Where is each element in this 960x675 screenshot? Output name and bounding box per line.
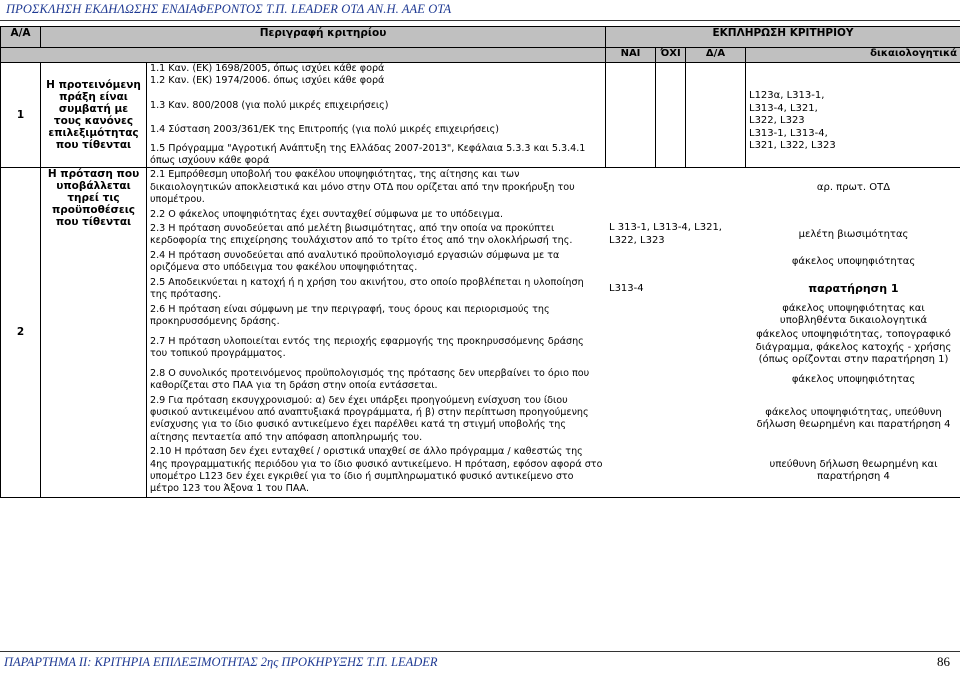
documents-cell: φάκελος υποψηφιότητας xyxy=(791,256,916,268)
col-documents-header: δικαιολογητικά xyxy=(746,48,960,63)
references-b: L313-1, L313-4, L321, L322, L323 xyxy=(749,127,836,151)
criterion-number: 2 xyxy=(1,168,41,497)
sub-criterion: 1.3 Καν. 800/2008 (για πολύ μικρές επιχειρήσεις) xyxy=(150,99,389,111)
sub-criterion: 1.2 Καν. (ΕΚ) 1974/2006. όπως ισχύει κάθε φορά xyxy=(150,75,385,87)
sub-criterion: 1.1 Καν. (ΕΚ) 1698/2005, όπως ισχύει κάθε φορά xyxy=(150,63,385,74)
sub-criterion-text: 2.8 Ο συνολικός προτεινόμενος προϋπολογισμός της πρότασης δεν υπερβαίνει το όριο που καθορίζεται στο ΠΑΑ για τη δράση στην οποία εντάσσεται. xyxy=(150,367,590,392)
criterion-label: Η πρόταση που υποβάλλεται τηρεί τις προϋποθέσεις που τίθενται xyxy=(41,168,147,497)
footer-divider xyxy=(0,651,960,652)
col-fulfilment-header: ΕΚΠΛΗΡΩΣΗ ΚΡΙΤΗΡΙΟΥ xyxy=(606,27,960,48)
criterion-row-1 xyxy=(1,63,960,168)
header-divider xyxy=(0,20,960,21)
sub-criterion-text: 2.1 Εμπρόθεσμη υποβολή του φακέλου υποψηφιότητας, της αίτησης και των δικαιολογητικών αποκλειστικά και μόνο στην ΟΤΔ που ορίζεται από την προκήρυξη του υπομέτρου. xyxy=(150,169,575,206)
sub-criterion: 1.4 Σύσταση 2003/361/ΕΚ της Επιτροπής (για πολύ μικρές επιχειρήσεις) xyxy=(150,124,499,136)
sub-criteria-table xyxy=(147,168,960,496)
criterion-description xyxy=(147,63,606,168)
sub-criterion-row xyxy=(147,394,960,446)
sub-criterion-text: 2.4 Η πρόταση συνοδεύεται από αναλυτικό προϋπολογισμό εργασιών σύμφωνα με τα οριζόμενα στο υπόδειγμα του φακέλου υποψηφιότητας. xyxy=(150,249,560,274)
references-cell: L313-4 xyxy=(609,282,644,294)
criteria-table xyxy=(0,26,960,498)
sub-criterion: 1.5 Πρόγραμμα "Αγροτική Ανάπτυξη της Ελλάδας 2007-2013", Κεφάλαια 5.3.3 και 5.3.4.1 όπως ισχύουν κάθε φορά xyxy=(150,142,586,167)
col-no-header: ΌΧΙ xyxy=(656,48,686,63)
col-aa-header: Α/Α xyxy=(1,27,41,48)
documents-cell: φάκελος υποψηφιότητας xyxy=(791,373,916,385)
references-a: L123α, L313-1, L313-4, L321, L322, L323 xyxy=(749,90,825,126)
sub-criterion-row xyxy=(147,208,960,222)
col-description-header: Περιγραφή κριτηρίου xyxy=(41,27,606,48)
criterion-label: Η προτεινόμενη πράξη είναι συμβατή με τους κανόνες επιλεξιμότητας που τίθενται xyxy=(41,63,147,168)
table-header-row xyxy=(1,27,960,48)
sub-criterion-text: 2.6 Η πρόταση είναι σύμφωνη με την περιγραφή, τους όρους και περιορισμούς της προκηρυσσόμενης δράσης. xyxy=(150,303,550,327)
sub-criterion-text: 2.10 Η πρόταση δεν έχει ενταχθεί / οριστικά υπαχθεί σε άλλο πρόγραμμα / καθεστώς της 4ης προγραμματικής περιόδου για το ίδιο φυσικό αντικείμενο. Η πρόταση, εφόσον αφορά στο υπομέτρο L123 δεν έχει εγκριθεί για το ίδιο ή συμπληρωματικό φυσικό αντικείμενο στο μέτρο 123 του Άξονα 1 του ΠΑΑ. xyxy=(150,446,603,495)
documents-cell: αρ. πρωτ. ΟΤΔ xyxy=(816,181,891,193)
sub-criterion-row xyxy=(147,329,960,367)
col-yes-header: ΝΑΙ xyxy=(606,48,656,63)
sub-criterion-row xyxy=(147,249,960,276)
sub-criterion-row xyxy=(147,445,960,497)
col-na-header: Δ/Α xyxy=(686,48,746,63)
sub-criterion-text: 2.2 Ο φάκελος υποψηφιότητας έχει συνταχθεί σύμφωνα με το υπόδειγμα. xyxy=(150,208,504,220)
criterion-number: 1 xyxy=(1,63,41,168)
sub-criterion-row xyxy=(147,276,960,303)
sub-criterion-row xyxy=(147,222,960,249)
sub-criterion-text: 2.9 Για πρόταση εκσυγχρονισμού: α) δεν έχει υπάρξει προηγούμενη ενίσχυση του ίδιου φυσικού αντικειμένου από αναπτυξιακά προγράμματα, ή β) στην περίπτωση προηγούμενης ενίσχυσης για το ίδιο φυσικό αντικείμενο έχει παρέλθει κατά τη στιγμή υποβολής της αίτησης πενταετία από την απόφαση απoπληρωμής του. xyxy=(150,394,589,443)
documents-cell: φάκελος υποψηφιότητας, υπεύθυνη δήλωση θεωρημένη και παρατήρηση 4 xyxy=(756,406,951,431)
documents-cell: φάκελος υποψηφιότητας και υποβληθέντα δικαιολογητικά xyxy=(779,302,928,326)
criterion-row-2 xyxy=(1,168,960,497)
documents-cell: φάκελος υποψηφιότητας, τοπογραφικό διάγραμμα, φάκελος κατοχής - χρήσης (όπως ορίζονται στην παρατήρηση 1) xyxy=(755,329,952,366)
criterion-references xyxy=(746,63,960,168)
sub-criterion-row xyxy=(147,168,960,207)
sub-criterion-row xyxy=(147,303,960,330)
table-subheader-row xyxy=(1,48,960,63)
references-cell: L 313-1, L313-4, L321, L322, L323 xyxy=(609,222,722,246)
footer-text: ΠΑΡΑΡΤΗΜΑ ΙΙ: ΚΡΙΤΗΡΙΑ ΕΠΙΛΕΞΙΜΟΤΗΤΑΣ 2ης ΠΡΟΚΗΡΥΞΗΣ Τ.Π. LEADER xyxy=(4,655,438,669)
sub-criterion-text: 2.3 Η πρόταση συνοδεύεται από μελέτη βιωσιμότητας, από την οποία να προκύπτει κερδοφορία της επιχείρησης τουλάχιστον από το τρίτο έτος από την ολοκλήρωσή της. xyxy=(150,223,573,247)
page-number: 86 xyxy=(937,654,950,669)
sub-criterion-row xyxy=(147,367,960,394)
documents-cell: παρατήρηση 1 xyxy=(808,281,899,295)
sub-criterion-text: 2.5 Αποδεικνύεται η κατοχή ή η χρήση του ακινήτου, στο οποίο προβλέπεται η υλοποίηση της πρότασης. xyxy=(150,276,584,301)
header-title: ΠΡΟΣΚΛΗΣΗ ΕΚΔΗΛΩΣΗΣ ΕΝΔΙΑΦΕΡΟΝΤΟΣ Τ.Π. LEADER ΟΤΔ ΑΝ.Η. ΑΑΕ ΟΤΑ xyxy=(6,2,452,16)
documents-cell: υπεύθυνη δήλωση θεωρημένη και παρατήρηση 4 xyxy=(769,458,938,483)
documents-cell: μελέτη βιωσιμότητας xyxy=(798,229,909,241)
sub-criterion-text: 2.7 Η πρόταση υλοποιείται εντός της περιοχής εφαρμογής της προκηρυσσόμενης δράσης του τοπικού προγράμματος. xyxy=(150,335,584,360)
